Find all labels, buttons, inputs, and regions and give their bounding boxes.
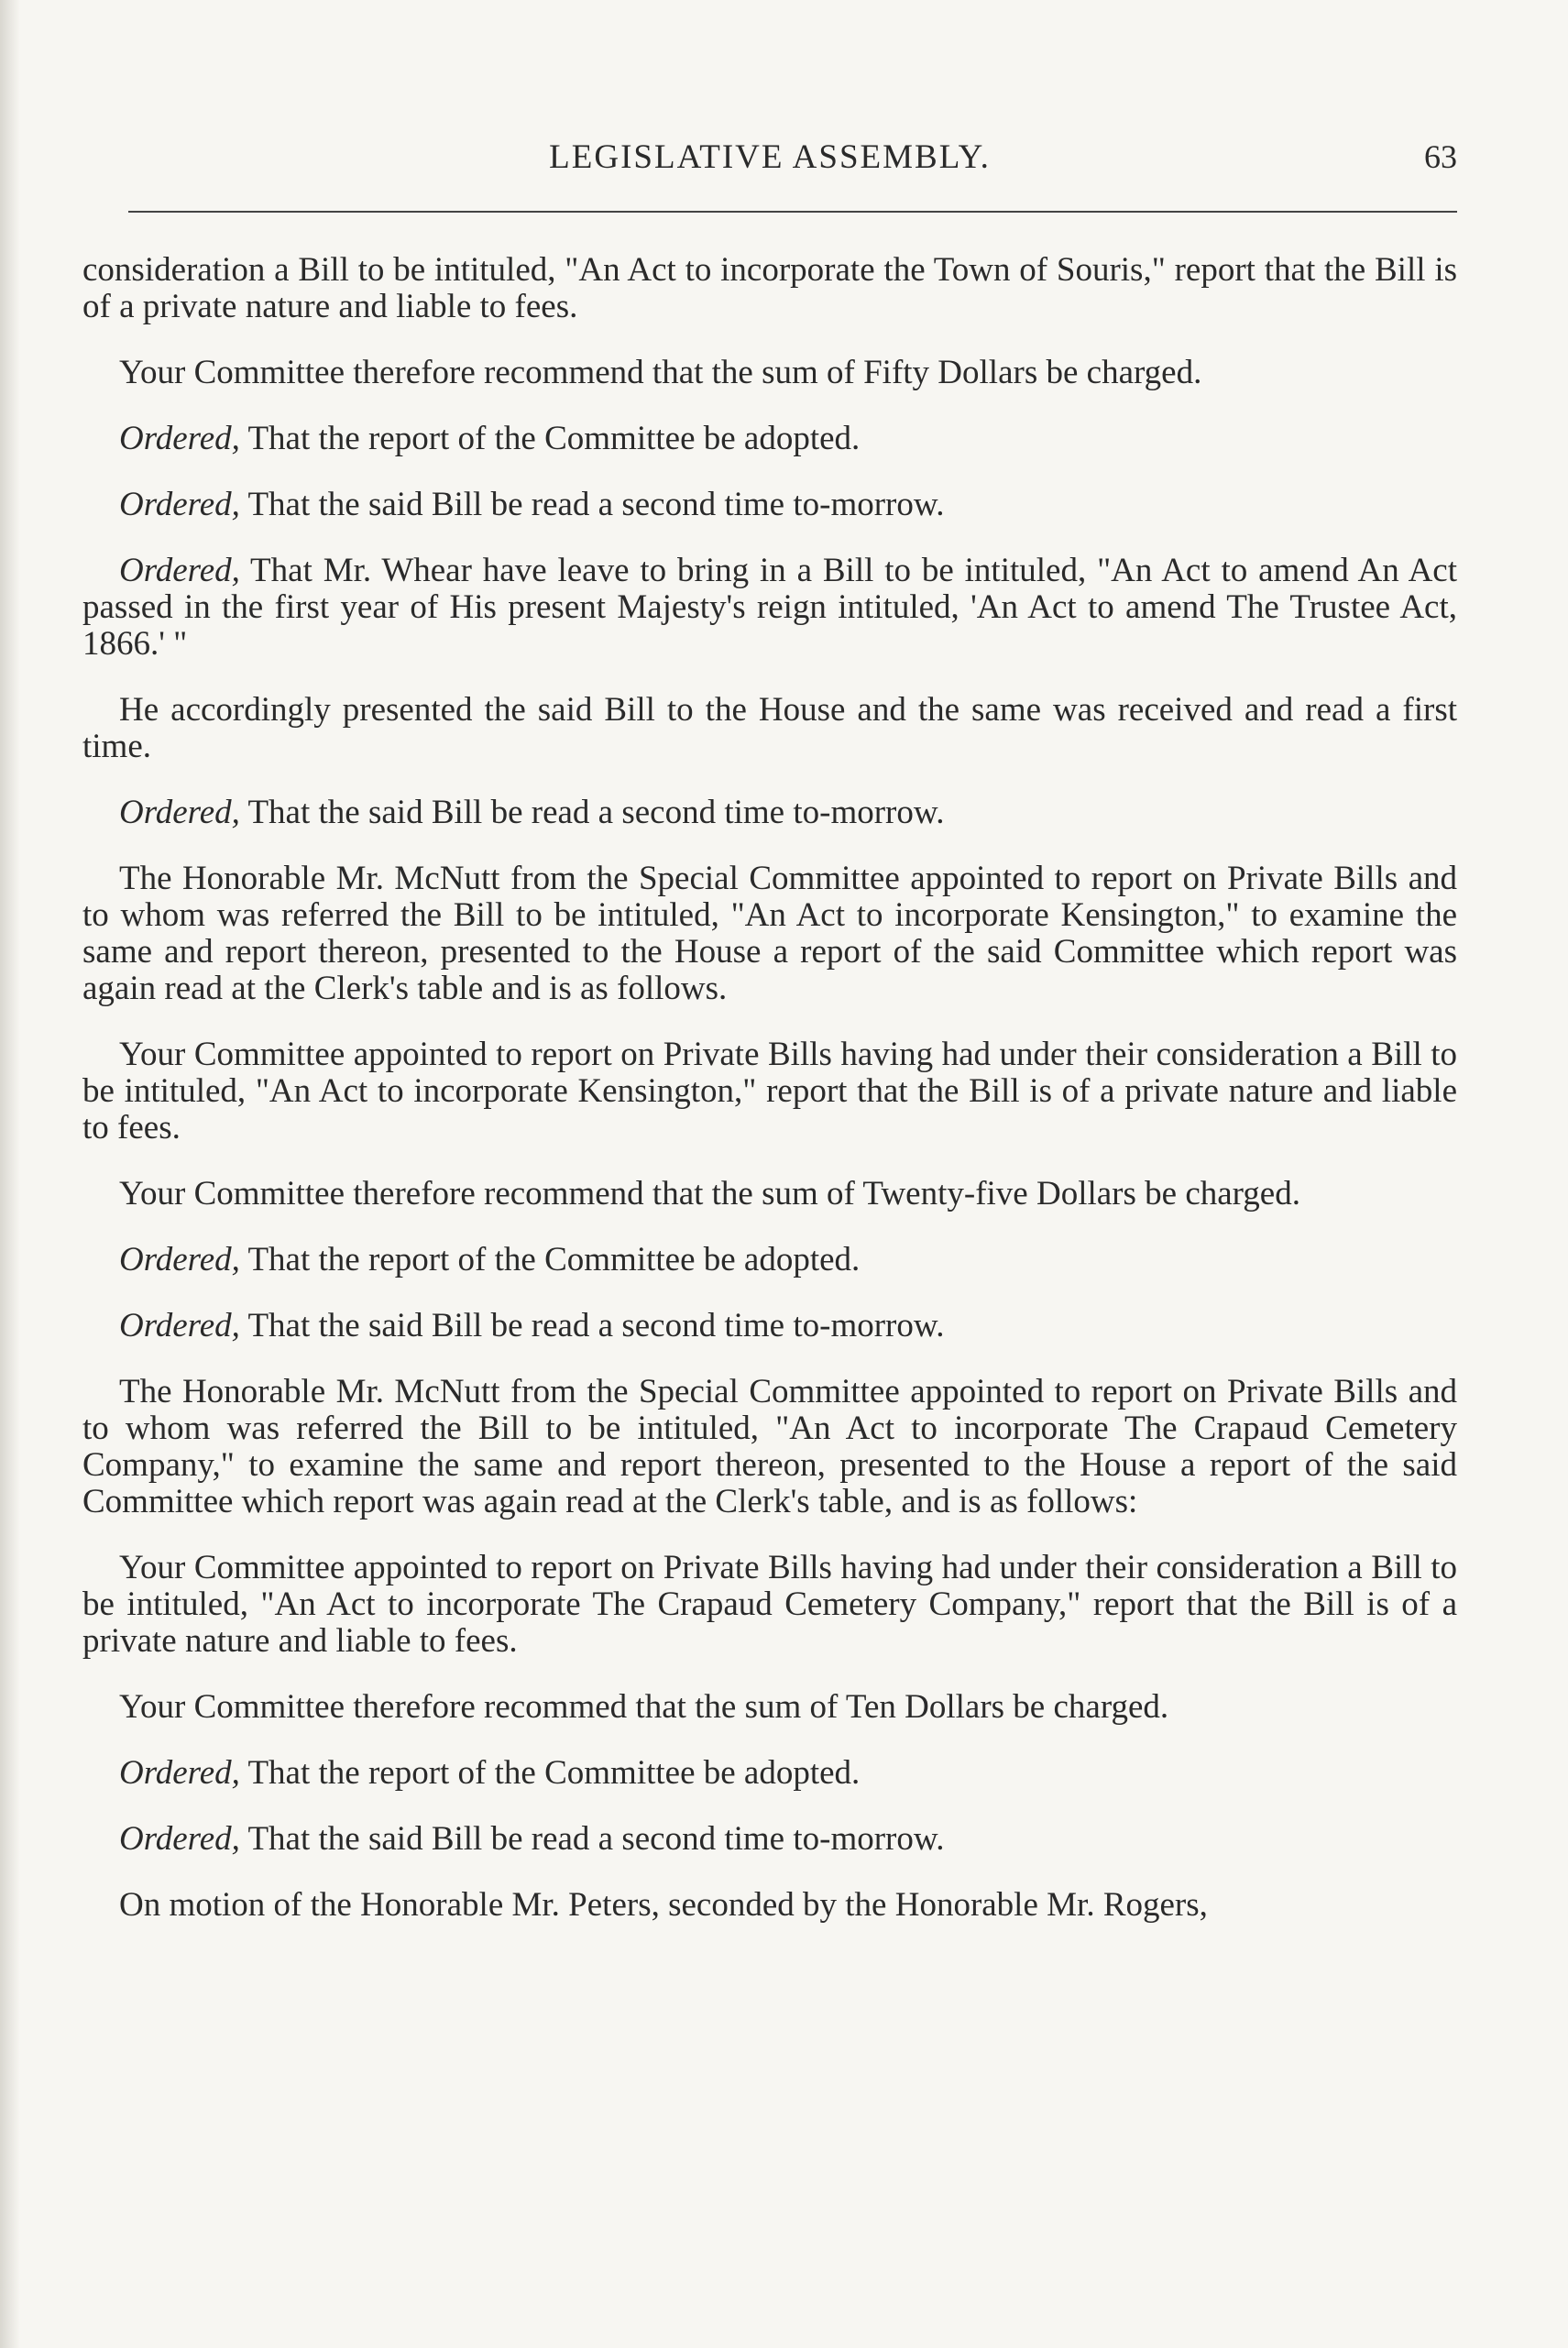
header-rule: [128, 211, 1457, 213]
page-header: [82, 137, 1457, 192]
paragraph: The Honorable Mr. McNutt from the Special Committee appointed to report on Private Bills and to whom was referred the Bill to be intituled, "An Act to incorporate Kensington," to examine the same and report thereon, presented to the House a report of the said Committee which report was again read at the Clerk's table and is as follows.: [82, 860, 1457, 1007]
ordered-paragraph: Ordered, That the said Bill be read a second time to-morrow.: [119, 1820, 945, 1858]
body-text: [82, 252, 1457, 1953]
paragraph: Your Committee appointed to report on Private Bills having had under their consideration a Bill to be intituled, "An Act to incorporate Kensington," report that the Bill is of a private nature and liable to fees.: [82, 1036, 1457, 1147]
paragraph: consideration a Bill to be intituled, "An Act to incorporate the Town of Souris," report that the Bill is of a private nature and liable to fees.: [82, 251, 1457, 325]
paragraph: Your Committee therefore recommend that the sum of Twenty-five Dollars be charged.: [119, 1175, 1300, 1212]
page-number: 63: [1424, 138, 1457, 175]
paragraph: He accordingly presented the said Bill to the House and the same was received and read a first time.: [82, 691, 1457, 765]
paragraph: The Honorable Mr. McNutt from the Special Committee appointed to report on Private Bills and to whom was referred the Bill to be intituled, "An Act to incorporate The Crapaud Cemetery Company," to examine the same and report thereon, presented to the House a report of the said Committee which report was again read at the Clerk's table, and is as follows:: [82, 1373, 1457, 1520]
ordered-paragraph: Ordered, That the said Bill be read a second time to-morrow.: [119, 794, 945, 831]
ordered-paragraph: Ordered, That the report of the Committee be adopted.: [119, 1241, 861, 1278]
paragraph: Your Committee therefore recommed that the sum of Ten Dollars be charged.: [119, 1688, 1169, 1726]
page-edge-shadow: [0, 0, 20, 2348]
running-title: LEGISLATIVE ASSEMBLY.: [549, 138, 991, 176]
ordered-paragraph: Ordered, That the said Bill be read a second time to-morrow.: [119, 486, 945, 523]
ordered-paragraph: Ordered, That the report of the Committee be adopted.: [119, 1754, 861, 1792]
paragraph: Your Committee therefore recommend that the sum of Fifty Dollars be charged.: [119, 354, 1202, 391]
paragraph: Your Committee appointed to report on Private Bills having had under their consideration a Bill to be intituled, "An Act to incorporate The Crapaud Cemetery Company," report that the Bill is of a private nature and liable to fees.: [82, 1549, 1457, 1660]
paragraph: On motion of the Honorable Mr. Peters, seconded by the Honorable Mr. Rogers,: [119, 1886, 1208, 1924]
ordered-paragraph: Ordered, That the said Bill be read a second time to-morrow.: [119, 1307, 945, 1344]
ordered-paragraph: Ordered, That Mr. Whear have leave to bring in a Bill to be intituled, "An Act to amend An Act passed in the first year of His present Majesty's reign intituled, 'An Act to amend The Trustee Act, 1866.' ": [82, 552, 1457, 663]
ordered-paragraph: Ordered, That the report of the Committee be adopted.: [119, 420, 861, 457]
